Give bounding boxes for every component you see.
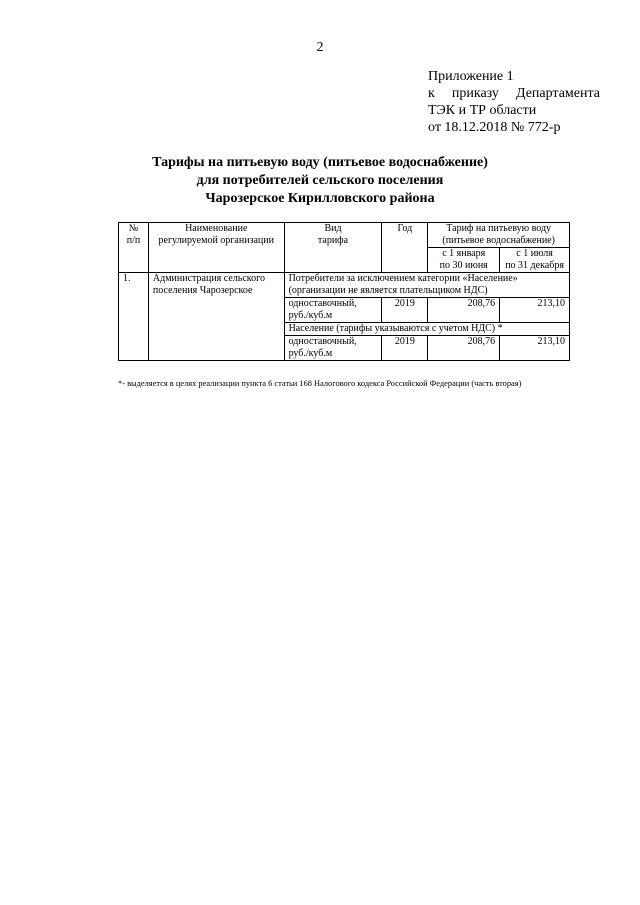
header-period-2-line-2: по 31 декабря: [505, 260, 564, 271]
group-1-type-line-1: одноставочный,: [288, 298, 357, 309]
row-num: 1.: [119, 273, 149, 361]
title-line-3: Чарозерское Кирилловского района: [205, 191, 435, 206]
header-num-line-1: №: [128, 223, 139, 234]
group-2-label: Население (тарифы указываются с учетом НДС) *: [284, 323, 569, 336]
title-line-2: для потребителей сельского поселения: [196, 173, 444, 188]
group-1-label-line-2: (организации не является плательщиком НДС): [288, 285, 488, 296]
group-2-type-line-2: руб./куб.м: [288, 348, 333, 359]
title-line-1: Тарифы на питьевую воду (питьевое водоснабжение): [152, 155, 488, 170]
appendix-line-4: от 18.12.2018 № 772-р: [428, 120, 561, 135]
header-year: Год: [382, 223, 428, 273]
header-row: [119, 223, 570, 248]
footnote: *- выделяется в целях реализации пункта 6 статьи 168 Налогового кодекса Российской Федерации (часть вторая): [118, 379, 522, 388]
header-type-line-2: тарифа: [317, 235, 349, 246]
appendix-line-3: ТЭК и ТР области: [428, 103, 537, 118]
page-number: 2: [316, 40, 324, 55]
table-row: [119, 273, 570, 298]
group-1-year: 2019: [382, 298, 428, 323]
header-tariff-line-2: (питьевое водоснабжение): [442, 235, 555, 246]
header-period-1: [428, 248, 500, 273]
header-tariff: [428, 223, 570, 248]
header-num: [119, 223, 149, 273]
appendix-block: [428, 68, 600, 136]
group-2-value-2: 213,10: [500, 336, 570, 361]
group-2-type: [284, 336, 382, 361]
header-period-2-line-1: с 1 июля: [516, 248, 553, 259]
appendix-line-2-b: приказу: [451, 86, 499, 101]
header-org-line-2: регулируемой организации: [158, 235, 274, 246]
group-2-year: 2019: [382, 336, 428, 361]
header-org: [148, 223, 284, 273]
group-1-value-1: 208,76: [428, 298, 500, 323]
header-org-line-1: Наименование: [185, 223, 248, 234]
header-period-1-line-1: с 1 января: [442, 248, 486, 259]
document-title: [0, 154, 640, 208]
row-org-line-1: Администрация сельского: [152, 273, 265, 284]
group-2-value-1: 208,76: [428, 336, 500, 361]
row-org: [148, 273, 284, 361]
group-1-label-line-1: Потребители за исключением категории «Население»: [288, 273, 518, 284]
header-type-line-1: Вид: [324, 223, 342, 234]
group-1-type: [284, 298, 382, 323]
appendix-line-2-c: Департамента: [515, 86, 600, 101]
row-org-line-2: поселения Чарозерское: [152, 285, 253, 296]
appendix-line-2: [428, 85, 600, 102]
tariff-table: [118, 222, 570, 361]
header-type: [284, 223, 382, 273]
header-tariff-line-1: Тариф на питьевую воду: [446, 223, 552, 234]
group-1-value-2: 213,10: [500, 298, 570, 323]
appendix-line-2-a: к: [428, 86, 435, 101]
header-period-1-line-2: по 30 июня: [439, 260, 488, 271]
group-1-type-line-2: руб./куб.м: [288, 310, 333, 321]
group-2-type-line-1: одноставочный,: [288, 336, 357, 347]
group-1-label: [284, 273, 569, 298]
appendix-line-1: Приложение 1: [428, 69, 514, 84]
header-num-line-2: п/п: [126, 235, 141, 246]
header-period-2: [500, 248, 570, 273]
